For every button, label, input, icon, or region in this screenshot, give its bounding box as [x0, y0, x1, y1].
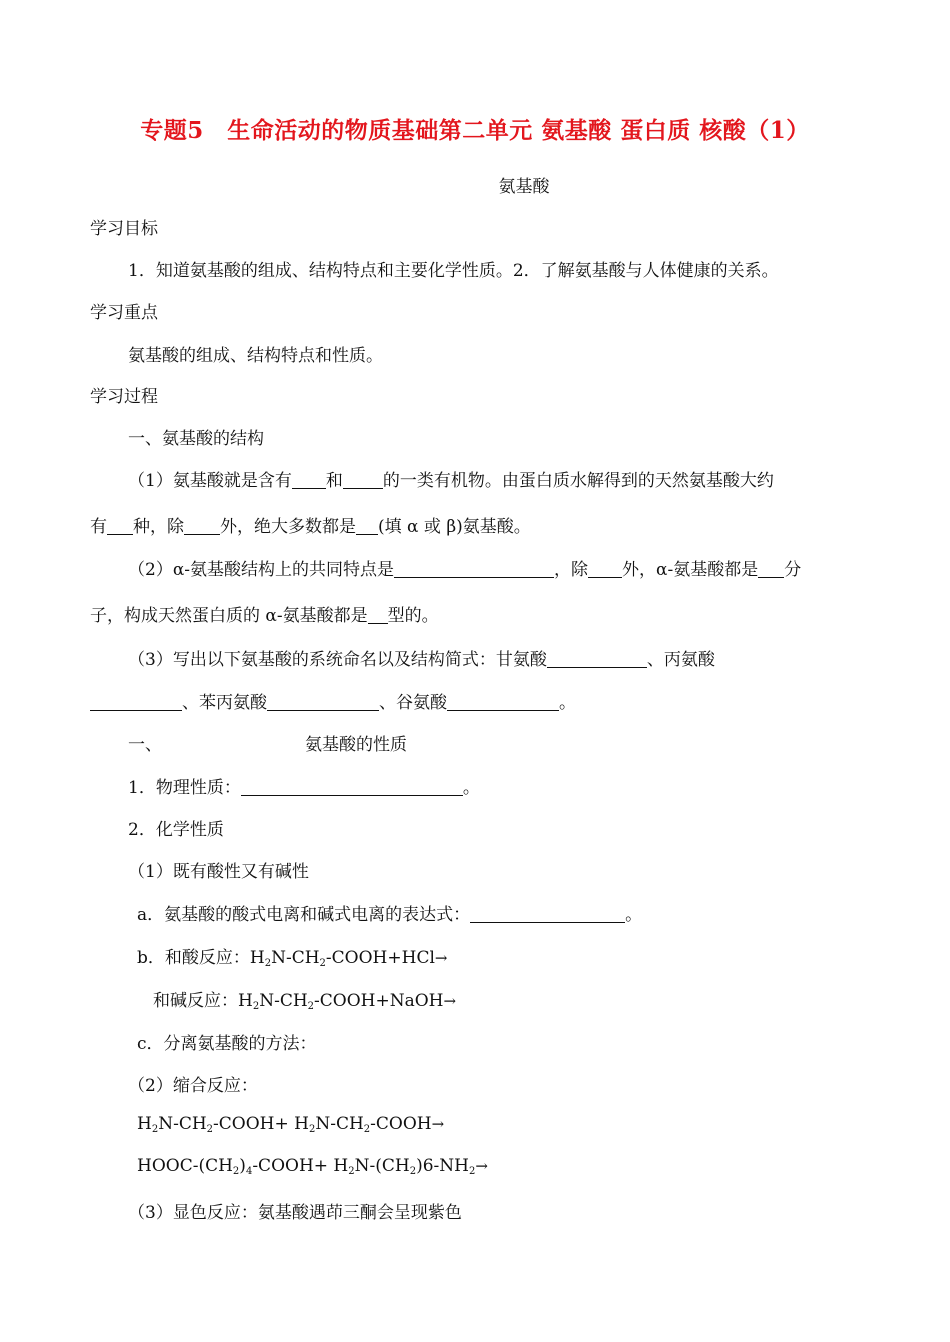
q3-text-e: 。 [559, 693, 576, 713]
q1-text-e: 种，除 [133, 517, 184, 537]
q2-text-c: 外，α-氨基酸都是 [622, 560, 759, 580]
q3-text-a: （3）写出以下氨基酸的系统命名以及结构简式：甘氨酸 [128, 650, 547, 670]
q3-text-c: 、苯丙氨酸 [182, 693, 267, 713]
arrow-icon: → [443, 992, 457, 1010]
condensation-heading: （2）缩合反应： [128, 1076, 258, 1096]
answer-blank[interactable] [588, 559, 622, 578]
color-reaction-line: （3）显色反应：氨基酸遇茚三酮会呈现紫色 [128, 1203, 462, 1223]
section-structure-heading: 一、氨基酸的结构 [128, 429, 264, 449]
q2-text-a: （2）α-氨基酸结构上的共同特点是 [128, 560, 395, 580]
answer-blank[interactable] [447, 692, 559, 711]
item-a-line [137, 900, 642, 925]
item-b-acid-line [137, 943, 447, 969]
q3-text-d: 、谷氨酸 [379, 693, 447, 713]
page-title: 专题5 生命活动的物质基础第二单元 氨基酸 蛋白质 核酸（1） [140, 117, 810, 144]
section-properties-number: 一、 [128, 735, 162, 755]
answer-blank[interactable] [184, 516, 220, 535]
answer-blank[interactable] [241, 777, 463, 796]
base-reaction-formula: $H_2N-CH_2-COOH+NaOH$ [238, 991, 444, 1012]
answer-blank[interactable] [758, 559, 784, 578]
objectives-text: 1．知道氨基酸的组成、结构特点和主要化学性质。2．了解氨基酸与人体健康的关系。 [128, 261, 779, 281]
q1-text-c: 的一类有机物。由蛋白质水解得到的天然氨基酸大约 [382, 471, 774, 491]
acid-reaction-formula: $H_2N-CH_2-COOH+HCl$ [249, 948, 435, 969]
key-points-heading: 学习重点 [90, 303, 158, 323]
q1-text-f: 外，绝大多数都是 [220, 517, 356, 537]
question-2-line-1 [128, 555, 801, 580]
question-1-line-1 [128, 466, 774, 491]
arrow-icon: → [431, 1115, 445, 1133]
q2-text-e: 子，构成天然蛋白质的 α-氨基酸都是 [90, 606, 368, 626]
arrow-icon: → [475, 1157, 488, 1175]
answer-blank[interactable] [547, 649, 647, 668]
physical-properties-line [128, 773, 480, 798]
answer-blank[interactable] [394, 559, 554, 578]
answer-blank[interactable] [356, 516, 378, 535]
q2-text-b: ，除 [554, 560, 589, 580]
acid-base-heading: （1）既有酸性又有碱性 [128, 862, 309, 882]
section-properties-heading: 氨基酸的性质 [305, 735, 407, 755]
answer-blank[interactable] [368, 605, 388, 624]
q1-text-b: 和 [325, 471, 343, 491]
physical-label: 1．物理性质： [128, 778, 241, 798]
answer-blank[interactable] [470, 904, 625, 923]
q2-text-d: 分 [784, 560, 802, 580]
key-points-text: 氨基酸的组成、结构特点和性质。 [128, 346, 383, 366]
answer-blank[interactable] [90, 692, 182, 711]
question-3-line-1 [128, 645, 715, 670]
question-1-line-2 [90, 512, 531, 537]
question-2-line-2 [90, 601, 439, 626]
answer-blank[interactable] [107, 516, 133, 535]
item-a-end: 。 [625, 905, 643, 925]
process-heading: 学习过程 [90, 387, 158, 407]
condensation-formula-1: $H_2N-CH_2-COOH+$ $H_2N-CH_2-COOH\to$ [137, 1114, 445, 1135]
answer-blank[interactable] [292, 470, 326, 489]
condensation-formula-2: HOOC-$(CH_2)_4-COOH+ H_2N-(CH_2)6-NH_2\to$ [137, 1156, 488, 1177]
item-b2-label: 和碱反应： [153, 991, 238, 1011]
page-subtitle: 氨基酸 [498, 177, 550, 197]
item-b-base-line [153, 986, 456, 1012]
question-3-line-2 [90, 688, 576, 713]
objectives-heading: 学习目标 [90, 219, 158, 239]
answer-blank[interactable] [267, 692, 379, 711]
q3-text-b: 、丙氨酸 [646, 650, 715, 670]
q1-text-g: (填 α 或 β)氨基酸。 [378, 517, 531, 537]
item-a-label: a．氨基酸的酸式电离和碱式电离的表达式： [137, 905, 471, 925]
item-c-line: c．分离氨基酸的方法： [137, 1034, 317, 1054]
answer-blank[interactable] [343, 470, 383, 489]
q1-text-d: 有 [90, 517, 107, 537]
item-b-label: b．和酸反应： [137, 948, 250, 968]
q2-text-f: 型的。 [387, 606, 439, 626]
arrow-icon: → [434, 949, 448, 967]
physical-end: 。 [462, 778, 480, 798]
chemical-properties-heading: 2．化学性质 [128, 820, 224, 840]
q1-text-a: （1）氨基酸就是含有 [128, 471, 292, 491]
